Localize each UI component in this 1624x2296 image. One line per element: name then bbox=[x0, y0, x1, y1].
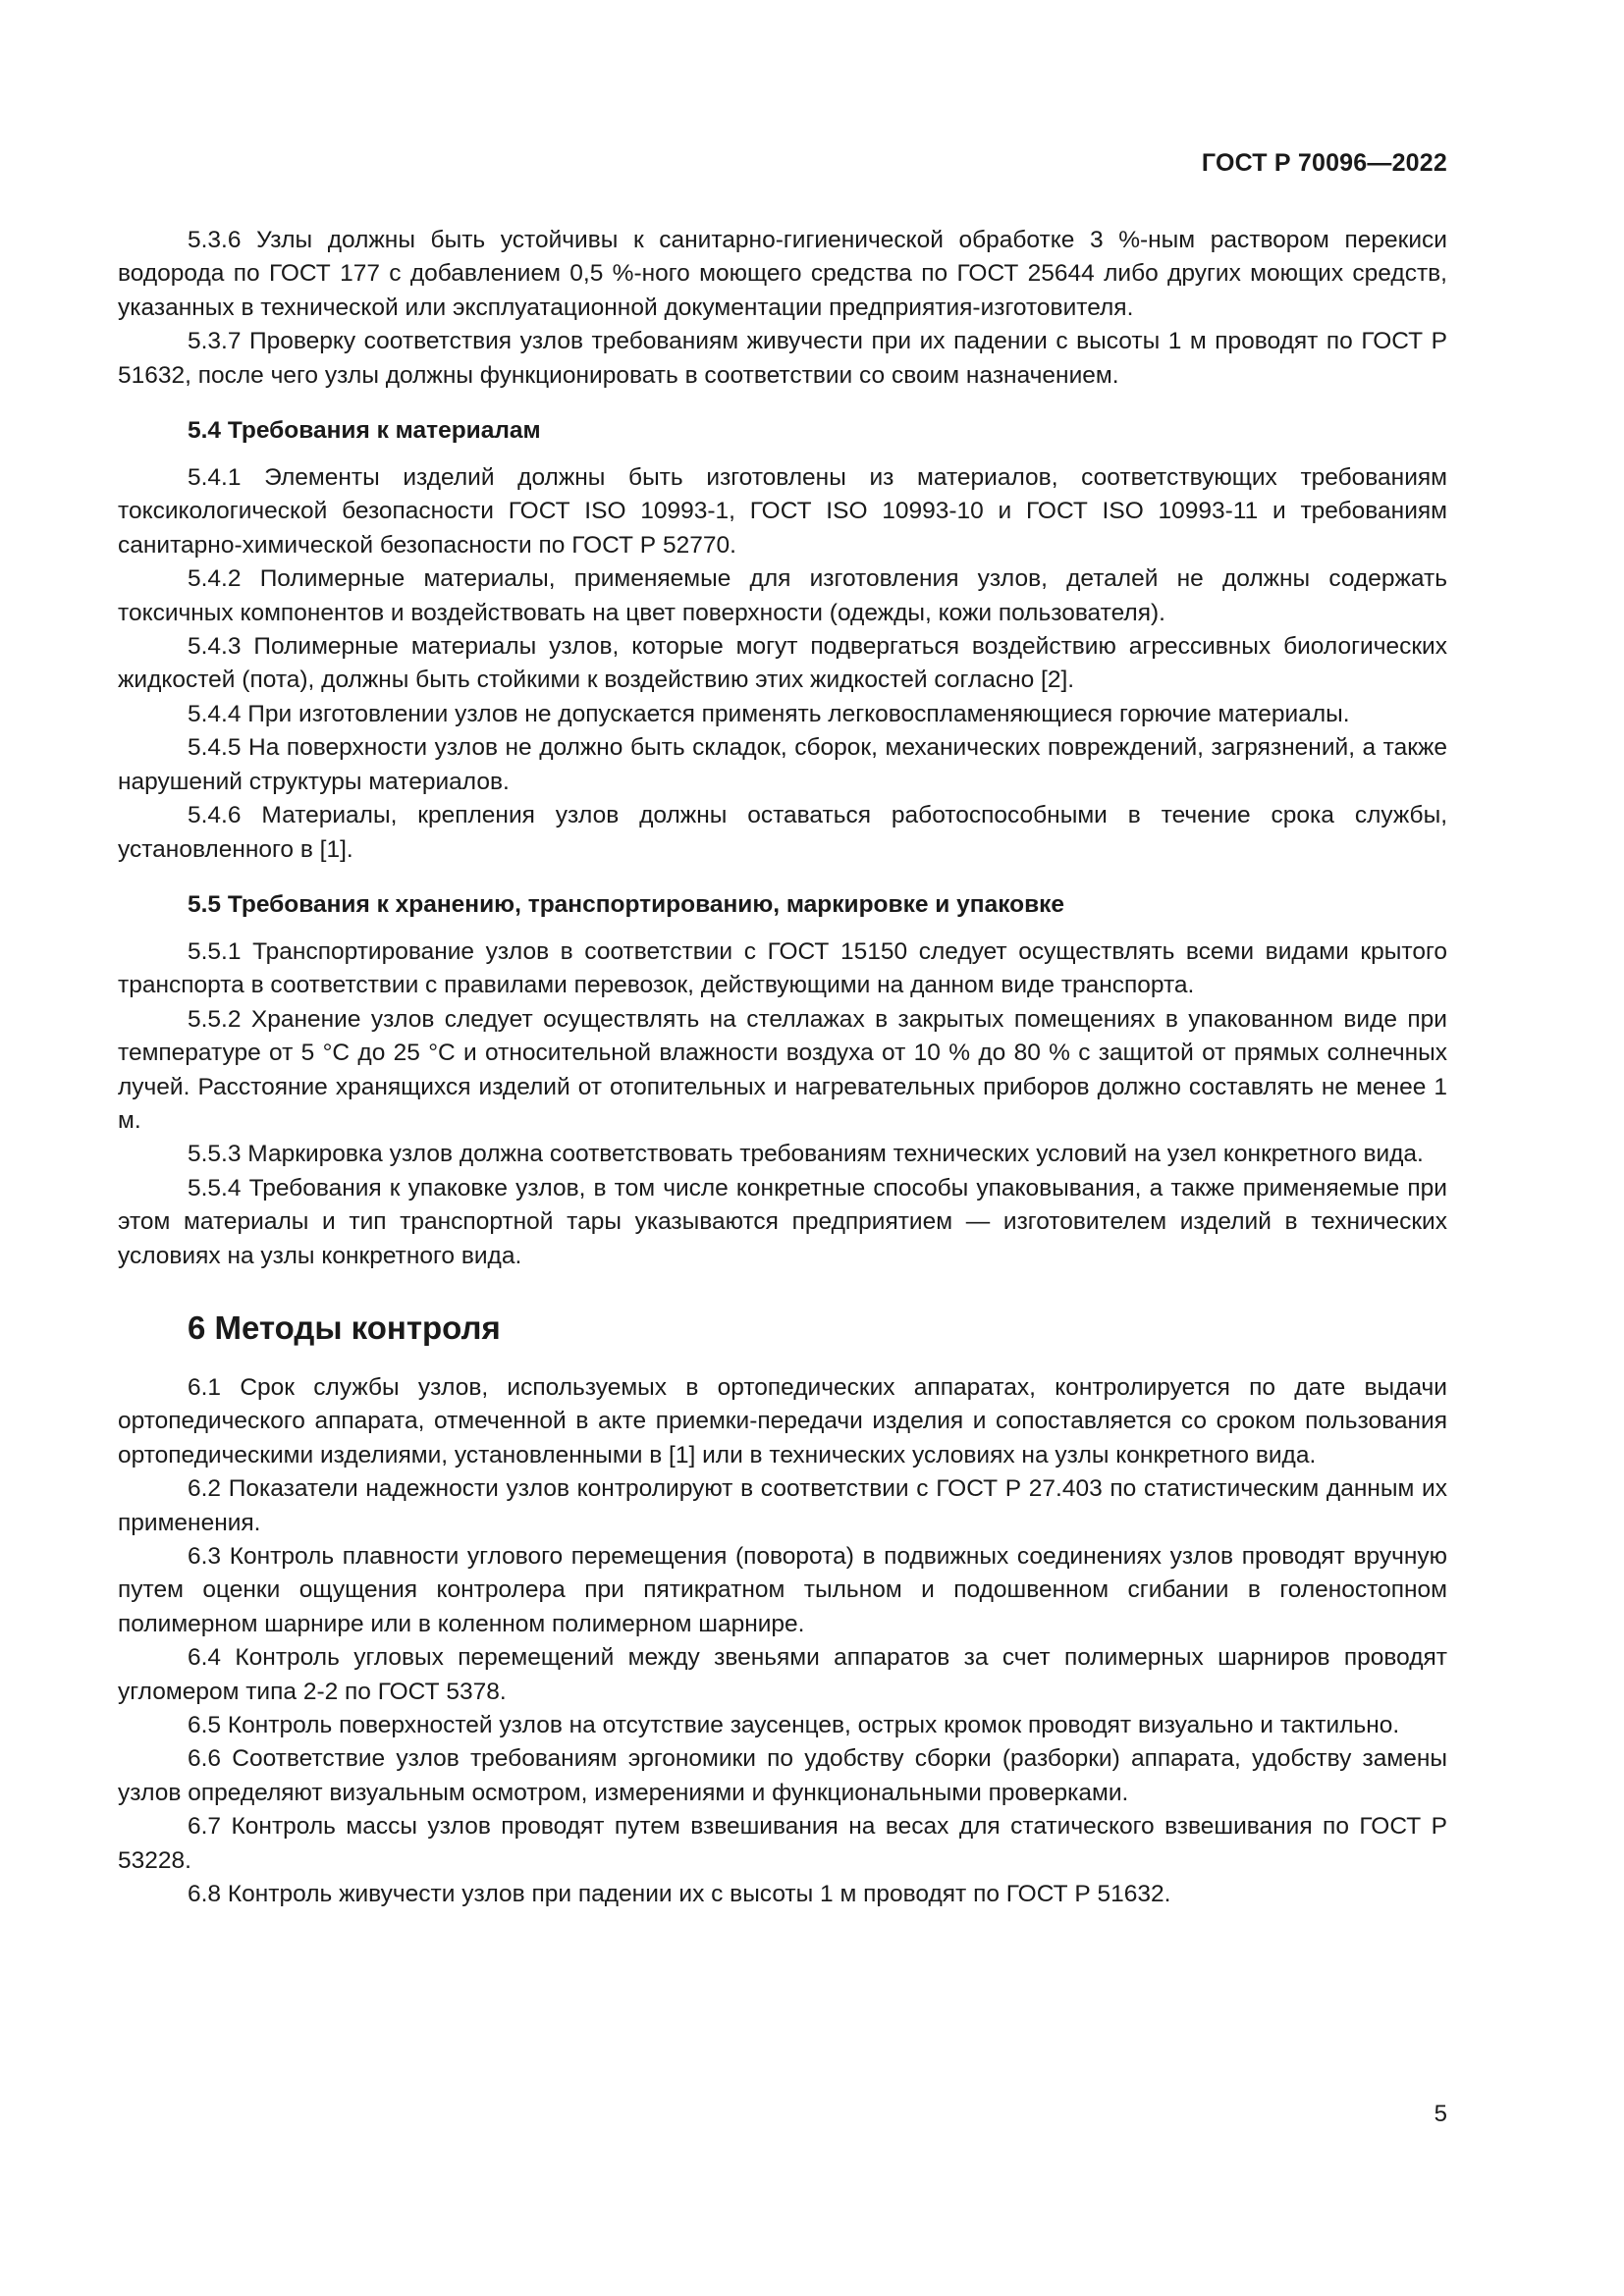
paragraph-6-4: 6.4 Контроль угловых перемещений между звеньями аппаратов за счет полимерных шарниров проводят угломером типа 2-2 по ГОСТ 5378. bbox=[118, 1644, 1447, 1705]
paragraph-6-8: 6.8 Контроль живучести узлов при падении их с высоты 1 м проводят по ГОСТ Р 51632. bbox=[188, 1881, 1171, 1908]
paragraph-5-4-1: 5.4.1 Элементы изделий должны быть изготовлены из материалов, соответствующих требованиям токсикологической безопасности ГОСТ ISO 10993-1, ГОСТ ISO 10993-10 и ГОСТ ISO 10993-11 и требованиям санитарно-химической безопасности по ГОСТ Р 52770. bbox=[118, 464, 1447, 559]
paragraph-5-5-3: 5.5.3 Маркировка узлов должна соответствовать требованиям технических условий на узел конкретного вида. bbox=[188, 1141, 1424, 1168]
paragraph-5-3-7: 5.3.7 Проверку соответствия узлов требованиям живучести при их падении с высоты 1 м проводят по ГОСТ Р 51632, после чего узлы должны функционировать в соответствии со своим назначением. bbox=[118, 328, 1447, 389]
paragraph-5-4-2: 5.4.2 Полимерные материалы, применяемые для изготовления узлов, деталей не должны содержать токсичных компонентов и воздействовать на цвет поверхности (одежды, кожи пользователя). bbox=[118, 565, 1447, 626]
page-number: 5 bbox=[1434, 2101, 1447, 2127]
paragraph-6-7: 6.7 Контроль массы узлов проводят путем взвешивания на весах для статического взвешивания по ГОСТ Р 53228. bbox=[118, 1813, 1447, 1874]
paragraph-6-3: 6.3 Контроль плавности углового перемещения (поворота) в подвижных соединениях узлов проводят вручную путем оценки ощущения контролера при пятикратном тыльном и подошвенном сгибании в голеностопном полимерном шарнире или в коленном полимерном шарнире. bbox=[118, 1543, 1447, 1637]
paragraph-5-4-3: 5.4.3 Полимерные материалы узлов, которые могут подвергаться воздействию агрессивных биологических жидкостей (пота), должны быть стойкими к воздействию этих жидкостей согласно [2]. bbox=[118, 633, 1447, 694]
document-page bbox=[118, 0, 1447, 2296]
paragraph-6-1: 6.1 Срок службы узлов, используемых в ортопедических аппаратах, контролируется по дате выдачи ортопедического аппарата, отмеченной в акте приемки-передачи изделия и сопоставляется со сроком пользования ортопедическими изделиями, установленными в [1] или в технических условиях на узлы конкретного вида. bbox=[118, 1373, 1447, 1468]
paragraph-6-6: 6.6 Соответствие узлов требованиям эргономики по удобству сборки (разборки) аппарата, удобству замены узлов определяют визуальным осмотром, измерениями и функциональными проверками. bbox=[118, 1745, 1447, 1806]
paragraph-5-3-6: 5.3.6 Узлы должны быть устойчивы к санитарно-гигиенической обработке 3 %-ным раствором перекиси водорода по ГОСТ 177 с добавлением 0,5 %-ного моющего средства по ГОСТ 25644 либо других моющих средств, указанных в технической или эксплуатационной документации предприятия-изготовителя. bbox=[118, 227, 1447, 321]
paragraph-6-5: 6.5 Контроль поверхностей узлов на отсутствие заусенцев, острых кромок проводят визуально и тактильно. bbox=[188, 1712, 1400, 1739]
document-body bbox=[118, 224, 1447, 1911]
paragraph-5-5-1: 5.5.1 Транспортирование узлов в соответствии с ГОСТ 15150 следует осуществлять всеми видами крытого транспорта в соответствии с правилами перевозок, действующими на данном виде транспорта. bbox=[118, 937, 1447, 999]
paragraph-5-4-4: 5.4.4 При изготовлении узлов не допускается применять легковоспламеняющиеся горючие материалы. bbox=[188, 700, 1350, 727]
paragraph-5-5-2: 5.5.2 Хранение узлов следует осуществлять на стеллажах в закрытых помещениях в упакованном виде при температуре от 5 °С до 25 °С и относительной влажности воздуха от 10 % до 80 % с защитой от прямых солнечных лучей. Расстояние хранящихся изделий от отопительных и нагревательных приборов должно составлять не менее 1 м. bbox=[118, 1005, 1447, 1134]
document-code: ГОСТ Р 70096—2022 bbox=[1201, 149, 1447, 177]
paragraph-6-2: 6.2 Показатели надежности узлов контролируют в соответствии с ГОСТ Р 27.403 по статистическим данным их применения. bbox=[118, 1475, 1447, 1536]
heading-5-4: 5.4 Требования к материалам bbox=[188, 417, 541, 445]
paragraph-5-4-5: 5.4.5 На поверхности узлов не должно быть складок, сборок, механических повреждений, загрязнений, а также нарушений структуры материалов. bbox=[118, 734, 1447, 795]
paragraph-5-5-4: 5.5.4 Требования к упаковке узлов, в том числе конкретные способы упаковывания, а также применяемые при этом материалы и тип транспортной тары указываются предприятием — изготовителем изделий в технических условиях на узлы конкретного вида. bbox=[118, 1174, 1447, 1269]
heading-5-5: 5.5 Требования к хранению, транспортированию, маркировке и упаковке bbox=[188, 890, 1065, 918]
paragraph-5-4-6: 5.4.6 Материалы, крепления узлов должны оставаться работоспособными в течение срока службы, установленного в [1]. bbox=[118, 802, 1447, 863]
heading-section-6: 6 Методы контроля bbox=[188, 1308, 501, 1346]
